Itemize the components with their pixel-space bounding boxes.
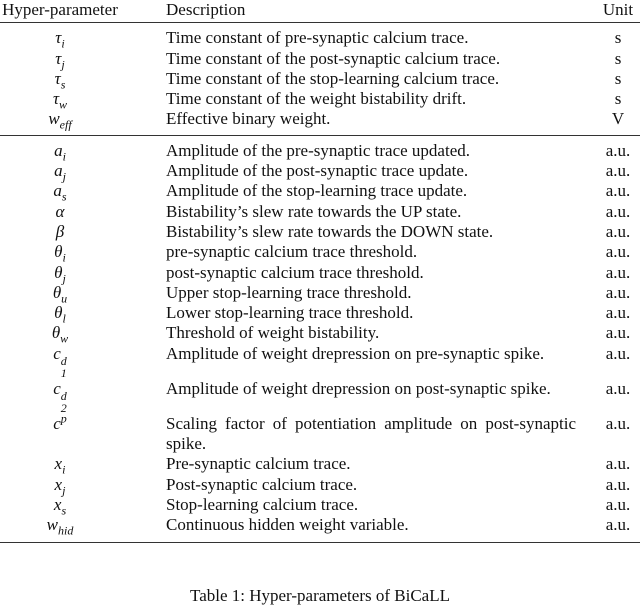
subscript: j [61, 56, 65, 71]
param-unit: s [614, 89, 622, 109]
param-unit: a.u. [605, 161, 631, 181]
param-unit: a.u. [605, 242, 631, 262]
param-description: Time constant of the weight bistability drift. [166, 89, 467, 109]
superscript: p [60, 411, 67, 426]
param-unit: a.u. [605, 221, 631, 241]
param-unit: a.u. [605, 343, 631, 363]
subscript: i [62, 250, 66, 265]
param-symbol: $\theta_l$ [54, 303, 66, 326]
param-description: Time constant of the stop-learning calcium trace. [166, 68, 500, 88]
table-row [0, 323, 640, 343]
subscript: j [62, 169, 66, 184]
subscript: w [59, 97, 68, 112]
param-unit: a.u. [605, 262, 631, 282]
header-description: Description [120, 0, 576, 23]
param-unit: a.u. [576, 515, 640, 542]
table-row [0, 414, 640, 455]
param-symbol: $a_i$ [54, 140, 66, 164]
param-unit: a.u. [605, 201, 631, 221]
table-row [0, 161, 640, 181]
table-row [0, 222, 640, 242]
param-description: Amplitude of the pre-synaptic trace updated. [166, 140, 470, 160]
param-description: Scaling factor of potentiation amplitude on post-synaptic spike. [166, 413, 576, 454]
subscript: i [62, 462, 66, 477]
param-unit: a.u. [605, 181, 631, 201]
table-row [0, 69, 640, 89]
table-row [0, 202, 640, 222]
param-symbol: $x_j$ [54, 474, 66, 498]
param-description: Bistability’s slew rate towards the UP state. [166, 201, 462, 221]
subscript: u [61, 291, 68, 306]
param-symbol: $c^p$ [53, 411, 67, 433]
param-description: pre-synaptic calcium trace threshold. [166, 242, 418, 262]
param-symbol: $\theta_i$ [54, 242, 66, 265]
subscript: 2 [60, 400, 67, 415]
param-symbol: $\tau_w$ [52, 89, 68, 112]
table-row [0, 303, 640, 323]
subscript: j [62, 483, 66, 498]
param-symbol: $x_i$ [54, 454, 66, 477]
table-row [0, 515, 640, 542]
table-row [0, 495, 640, 515]
table-row [0, 135, 640, 161]
param-symbol: β [55, 221, 65, 241]
superscript: d [60, 353, 67, 368]
param-description: Stop-learning calcium trace. [166, 494, 359, 514]
superscript: d [60, 388, 67, 403]
table-row [0, 344, 640, 379]
param-symbol: α [55, 201, 65, 221]
table-row [0, 181, 640, 201]
param-unit: a.u. [605, 474, 631, 494]
param-description: Continuous hidden weight variable. [120, 515, 576, 542]
subscript: s [61, 189, 67, 204]
param-symbol: $\theta_u$ [52, 282, 68, 306]
subscript: s [60, 77, 66, 92]
param-description: Lower stop-learning trace threshold. [166, 303, 414, 323]
subscript: s [61, 503, 67, 518]
table-row [0, 109, 640, 135]
param-symbol: $\tau_i$ [55, 28, 65, 51]
table-row [0, 283, 640, 303]
param-symbol: $\theta_w$ [51, 323, 69, 346]
param-description: Time constant of pre-synaptic calcium trace. [166, 28, 469, 48]
param-unit: a.u. [605, 323, 631, 343]
subscript: 1 [60, 365, 67, 380]
param-unit: V [576, 109, 640, 135]
param-description: Threshold of weight bistability. [166, 323, 380, 343]
param-description: Amplitude of weight drepression on pre-synaptic spike. [166, 343, 545, 363]
subscript: l [62, 311, 66, 326]
param-symbol: $\tau_j$ [55, 48, 65, 71]
param-unit: s [614, 68, 622, 88]
param-description: Amplitude of the stop-learning trace update. [166, 181, 468, 201]
param-symbol: c d 2 [53, 378, 67, 415]
param-description: Effective binary weight. [120, 109, 576, 135]
param-symbol: $w_{hid}$ [46, 515, 74, 538]
param-unit: s [614, 48, 622, 68]
param-unit: a.u. [605, 303, 631, 323]
table-header-row [0, 0, 640, 23]
param-description: Amplitude of the post-synaptic trace update. [166, 161, 469, 181]
param-unit: a.u. [605, 282, 631, 302]
param-symbol: $x_s$ [53, 494, 67, 518]
table-row [0, 263, 640, 283]
header-param: Hyper-parameter [0, 0, 120, 23]
table-row [0, 23, 640, 49]
table-row [0, 379, 640, 414]
param-unit: s [614, 28, 622, 48]
param-description: Time constant of the post-synaptic calcium trace. [166, 48, 501, 68]
table-row [0, 475, 640, 495]
param-symbol: $w_{eff}$ [48, 109, 72, 132]
table-caption: Table 1: Hyper-parameters of BiCaLL [190, 586, 450, 605]
param-description: Bistability’s slew rate towards the DOWN state. [166, 221, 494, 241]
subscript: i [62, 149, 66, 164]
param-unit: a.u. [605, 140, 631, 160]
param-description: post-synaptic calcium trace threshold. [166, 262, 424, 282]
param-unit: a.u. [605, 413, 631, 433]
table-row [0, 242, 640, 262]
param-unit: a.u. [605, 378, 631, 398]
subscript: hid [58, 523, 74, 538]
subscript: j [62, 270, 66, 285]
table-row [0, 49, 640, 69]
table-row [0, 89, 640, 109]
table-row [0, 454, 640, 474]
param-symbol: $a_s$ [53, 181, 67, 204]
header-unit: Unit [576, 0, 640, 23]
param-description: Upper stop-learning trace threshold. [166, 282, 412, 302]
param-symbol: $\tau_s$ [54, 68, 66, 92]
param-symbol: c d 1 [53, 343, 67, 380]
param-unit: a.u. [605, 494, 631, 514]
param-symbol: $\theta_j$ [54, 262, 66, 285]
param-symbol: $a_j$ [54, 161, 66, 184]
subscript: eff [59, 117, 72, 132]
param-description: Amplitude of weight drepression on post-synaptic spike. [166, 378, 551, 398]
param-description: Post-synaptic calcium trace. [166, 474, 358, 494]
param-description: Pre-synaptic calcium trace. [166, 454, 351, 474]
param-unit: a.u. [605, 454, 631, 474]
subscript: i [61, 36, 65, 51]
subscript: w [60, 331, 69, 346]
